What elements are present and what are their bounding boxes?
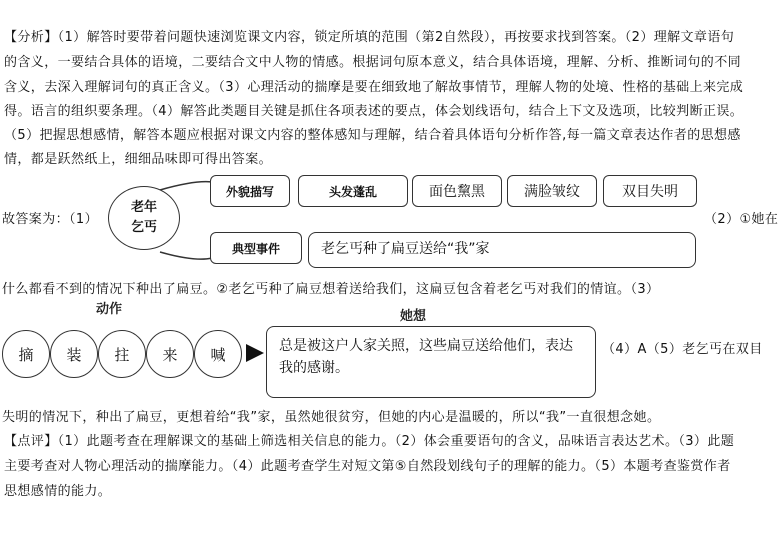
event-label: 典型事件: [210, 232, 302, 264]
action-lean: 拄: [98, 330, 146, 378]
trait-blind: 双目失明: [603, 175, 697, 207]
answer-part45: （4）A（5）老乞丐在双目: [602, 342, 763, 357]
thought-text: 总是被这户人家关照，这些扁豆送给他们，表达我的感谢。: [266, 326, 596, 398]
answer-prefix: 故答案为：（1）: [2, 212, 98, 227]
action-come: 来: [146, 330, 194, 378]
answer-part2-start: （2）①她在: [704, 212, 779, 227]
old-beggar-node: 老年 乞丐: [108, 186, 180, 250]
actions-label: 动作: [96, 302, 123, 317]
action-pick: 摘: [2, 330, 50, 378]
comment-line: 【点评】（1）此题考查在理解课文的基础上筛选相关信息的能力。（2）体会重要语句的含义，品味语言表达艺术。（3）此题: [4, 434, 735, 449]
action-pack: 装: [50, 330, 98, 378]
analysis-line: 得。语言的组织要条理。（4）解答此类题目关键是抓住各项表述的要点，体会划线语句，结合上下文及选项，比较判断正误。: [4, 104, 744, 119]
answer-part2-line: 什么都看不到的情况下种出了扁豆。②老乞丐种了扁豆想着送给我们，这扁豆包含着老乞丐对我们的情谊。（3）: [2, 282, 660, 297]
appearance-label: 外貌描写: [210, 175, 290, 207]
thoughts-label: 她想: [400, 309, 427, 324]
analysis-line: （5）把握思想感情，解答本题应根据对课文内容的整体感知与理解，结合着具体语句分析作答,每一篇文章表达作者的思想感: [4, 128, 741, 143]
answer-final-line: 失明的情况下，种出了扁豆，更想着给“我”家，虽然她很贫穷，但她的内心是温暖的，所以“我”一直很想念她。: [2, 410, 661, 425]
analysis-line: 【分析】（1）解答时要带着问题快速浏览课文内容，锁定所填的范围（第2自然段），再按要求找到答案。（2）理解文章语句: [4, 30, 735, 45]
trait-wrinkles: 满脸皱纹: [507, 175, 597, 207]
event-text: 老乞丐种了扁豆送给“我”家: [308, 232, 696, 268]
trait-hair: 头发蓬乱: [298, 175, 408, 207]
analysis-line: 的含义，一要结合具体的语境，二要结合文中人物的情感。根据词句原本意义，结合具体语境，理解、分析、推断词句的不同: [4, 55, 742, 70]
trait-face: 面色黧黑: [412, 175, 502, 207]
action-call: 喊: [194, 330, 242, 378]
comment-line: 思想感情的能力。: [4, 484, 112, 499]
analysis-line: 含义，去深入理解词句的真正含义。（3）心理活动的揣摩是要在细致地了解故事情节，理解人物的处境、性格的基础上来完成: [4, 80, 744, 95]
comment-line: 主要考查对人物心理活动的揣摩能力。（4）此题考查学生对短文第⑤自然段划线句子的理解的能力。（5）本题考查鉴赏作者: [4, 459, 731, 474]
analysis-line: 情，都是跃然纸上，细细品味即可得出答案。: [4, 152, 273, 167]
